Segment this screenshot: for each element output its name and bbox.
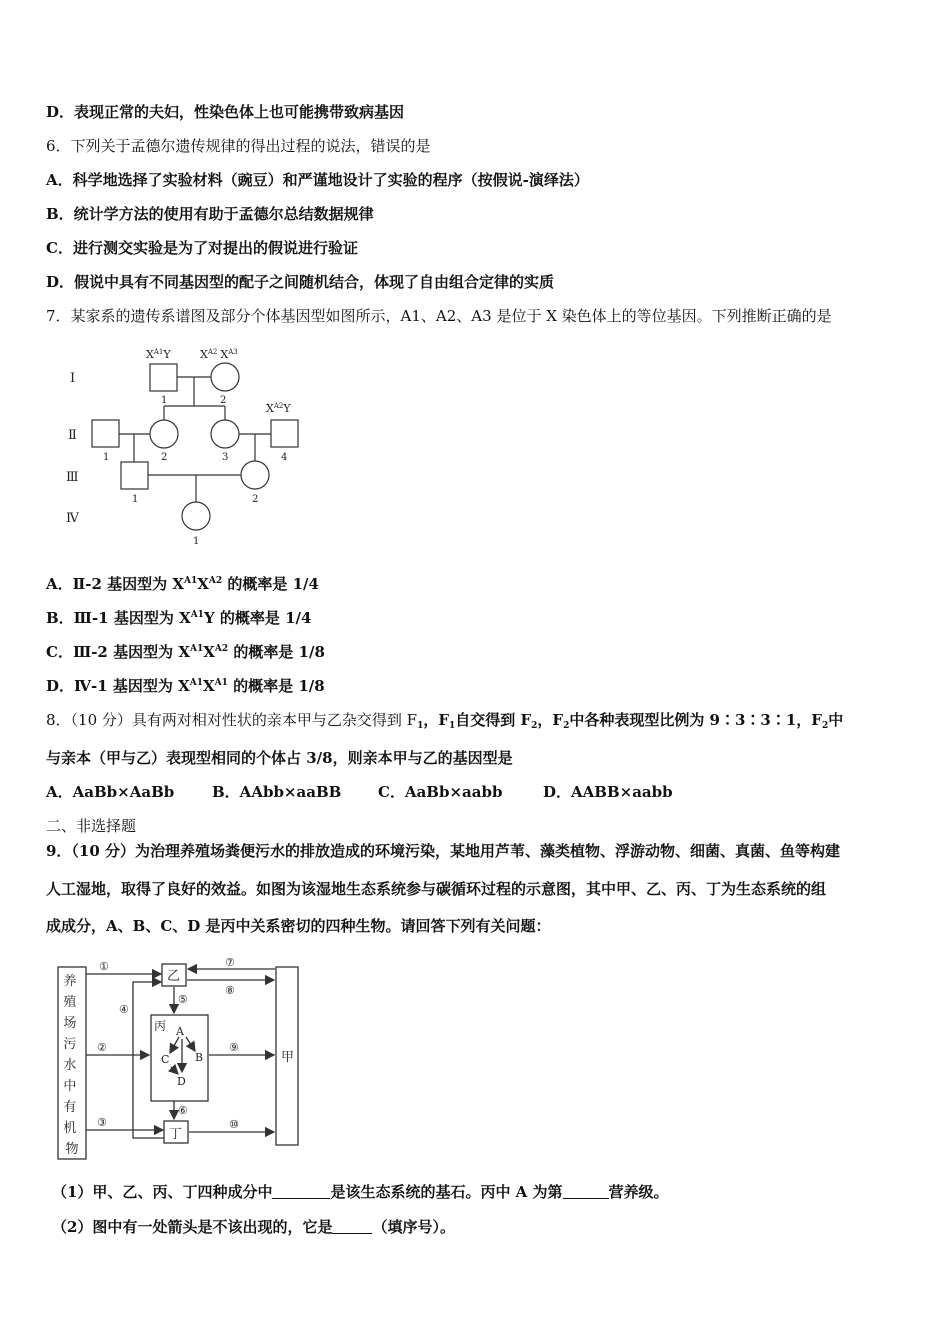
i2-number: 2 <box>220 395 227 406</box>
source-char: 养 <box>63 974 77 989</box>
gen-label-ii: Ⅱ <box>68 428 77 443</box>
source-char: 殖 <box>63 995 77 1010</box>
pedigree-ii3-female <box>211 420 239 448</box>
pedigree-iii1-male <box>121 462 148 489</box>
arrow-label-9: ⑨ <box>229 1041 239 1054</box>
pedigree-i1-male <box>150 364 177 391</box>
ii4-genotype: $X^{A2}Y$ <box>266 402 291 415</box>
q8-option-a: A．AaBb×AaBb <box>46 783 175 801</box>
q5-option-d: D．表现正常的夫妇，性染色体上也可能携带致病基因 <box>46 103 405 121</box>
q6-option-a: A．科学地选择了实验材料（豌豆）和严谨地设计了实验的程序（按假说-演绎法） <box>46 171 589 189</box>
q8-option-d: D．AABB×aabb <box>543 783 673 801</box>
q9-stem-line2: 人工湿地，取得了良好的效益。如图为该湿地生态系统参与碳循环过程的示意图，其中甲、乙、丙、丁为生态系统的组 <box>46 880 827 898</box>
arrow-label-5: ⑤ <box>178 993 188 1006</box>
iii2-number: 2 <box>252 494 259 505</box>
node-d: D <box>177 1075 186 1088</box>
arrow-label-7: ⑦ <box>225 956 235 969</box>
section-title: 二、非选择题 <box>46 817 137 835</box>
q9-sub1: （1）甲、乙、丙、丁四种成分中 是该生态系统的基石。丙中 A 为第 营养级。 <box>52 1183 669 1201</box>
arrow-label-4: ④ <box>119 1003 129 1016</box>
q7-option-c: C．Ⅲ-2 基因型为 $X^{A1}X^{A2}$ 的概率是 1/8 <box>46 643 325 661</box>
q9-stem-line1: 9．（10 分）为治理养殖场粪便污水的排放造成的环境污染，某地用芦苇、藻类植物、浮游动物、细菌、真菌、鱼等构建 <box>46 842 841 860</box>
carbon-cycle-diagram <box>55 955 315 1165</box>
source-char: 有 <box>63 1100 77 1115</box>
arrow-label-1: ① <box>99 960 109 973</box>
pedigree-iv1-female <box>182 502 210 530</box>
ii3-number: 3 <box>222 452 229 463</box>
pedigree-i2-female <box>211 363 239 391</box>
q6-option-d: D．假说中具有不同基因型的配子之间随机结合，体现了自由组合定律的实质 <box>46 273 555 291</box>
pedigree-chart <box>60 340 320 550</box>
node-c: C <box>161 1053 170 1066</box>
pedigree-ii2-female <box>150 420 178 448</box>
node-a: A <box>176 1025 184 1038</box>
q6-stem: 6．下列关于孟德尔遗传规律的得出过程的说法，错误的是 <box>46 137 431 155</box>
ii2-number: 2 <box>161 452 168 463</box>
arrow-label-2: ② <box>97 1041 107 1054</box>
arrow-label-6: ⑥ <box>178 1104 188 1117</box>
answer-blank-1[interactable] <box>272 1184 330 1199</box>
q7-stem: 7．某家系的遗传系谱图及部分个体基因型如图所示，A1、A2、A3 是位于 X 染色体上的等位基因。下列推断正确的是 <box>46 307 832 325</box>
q6-option-b: B．统计学方法的使用有助于孟德尔总结数据规律 <box>46 205 374 223</box>
q6-option-c: C．进行测交实验是为了对提出的假说进行验证 <box>46 239 358 257</box>
label-jia: 甲 <box>281 1050 295 1065</box>
source-char: 物 <box>65 1142 79 1157</box>
label-bing: 丙 <box>154 1019 167 1033</box>
q9-stem-line3: 成成分，A、B、C、D 是丙中关系密切的四种生物。请回答下列有关问题： <box>46 917 551 935</box>
node-b: B <box>195 1051 204 1064</box>
q8-stem-line2: 与亲本（甲与乙）表现型相同的个体占 3/8，则亲本甲与乙的基因型是 <box>46 749 513 767</box>
arrow-label-3: ③ <box>97 1116 107 1129</box>
i1-genotype: $X^{A1}Y$ <box>146 348 171 361</box>
ii1-number: 1 <box>103 452 110 463</box>
q8-option-c: C．AaBb×aabb <box>378 783 503 801</box>
source-char: 污 <box>63 1037 77 1052</box>
gen-label-i: Ⅰ <box>70 371 76 386</box>
q7-option-d: D．Ⅳ-1 基因型为 $X^{A1}X^{A1}$ 的概率是 1/8 <box>46 677 325 695</box>
source-char: 场 <box>63 1016 77 1031</box>
i2-genotype: $X^{A2}$ $X^{A3}$ <box>200 348 238 361</box>
iii1-number: 1 <box>132 494 139 505</box>
svg-text:养 殖 场 污 水 <box>63 974 80 1157</box>
q9-sub2: （2）图中有一处箭头是不该出现的，它是 （填序号）。 <box>52 1218 455 1236</box>
pedigree-iii2-female <box>241 461 269 489</box>
source-char: 水 <box>63 1058 77 1073</box>
q8-stem-line1: 8．（10 分）具有两对相对性状的亲本甲与乙杂交得到 $F_1$，$F_1$自交得到 $F_2$，$F_2$中各种表现型比例为 9∶3∶3∶1，$F_2$中 <box>46 711 844 731</box>
iv1-number: 1 <box>193 536 200 547</box>
ii4-number: 4 <box>281 452 288 463</box>
label-ding: 丁 <box>169 1127 183 1142</box>
gen-label-iv: Ⅳ <box>66 511 79 526</box>
q7-option-b: B．Ⅲ-1 基因型为 $X^{A1}Y$ 的概率是 1/4 <box>46 609 312 627</box>
arrow-label-10: ⑩ <box>229 1118 239 1131</box>
gen-label-iii: Ⅲ <box>66 470 79 485</box>
label-yi: 乙 <box>167 969 181 984</box>
answer-blank-2[interactable] <box>563 1184 609 1199</box>
source-char: 中 <box>63 1079 77 1094</box>
q8-option-b: B．AAbb×aaBB <box>212 783 342 801</box>
pedigree-ii4-male <box>271 420 298 447</box>
source-char: 机 <box>63 1121 77 1136</box>
arrow-label-8: ⑧ <box>225 984 235 997</box>
answer-blank-3[interactable] <box>332 1219 372 1234</box>
pedigree-ii1-male <box>92 420 119 447</box>
q7-option-a: A．Ⅱ-2 基因型为 $X^{A1}X^{A2}$ 的概率是 1/4 <box>46 575 319 593</box>
i1-number: 1 <box>161 395 168 406</box>
